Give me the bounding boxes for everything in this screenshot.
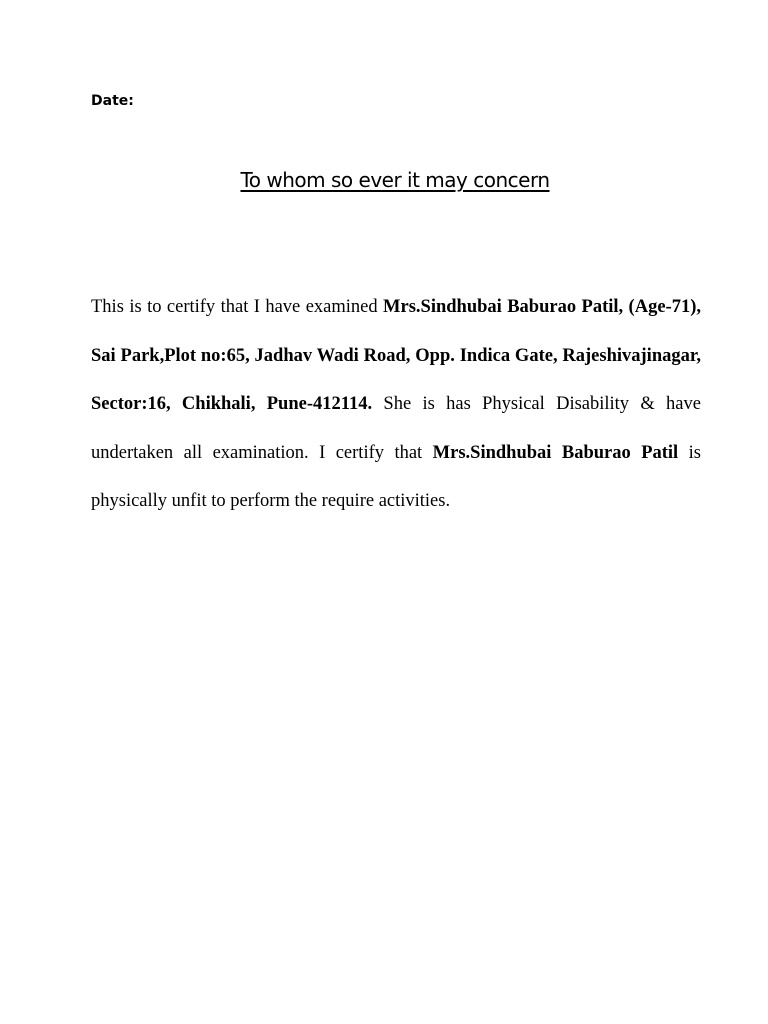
certificate-body (91, 283, 701, 526)
letter-title: To whom so ever it may concern (240, 168, 550, 192)
patient-details: Mrs.Sindhubai Baburao Patil, (Age-71), Sai Park,Plot no:65, Jadhav Wadi Road, Opp. Indica Gate, Rajeshivajinagar, Sector:16, Chikhali, Pune-412114. (91, 297, 701, 414)
body-intro-text: This is to certify that I have examined (91, 297, 384, 317)
date-label: Date: (91, 93, 134, 109)
body-condition-text: She is has Physical Disability & have undertaken all examination. I certify that (91, 394, 701, 463)
patient-name: Mrs.Sindhubai Baburao Patil (432, 442, 679, 463)
body-conclusion-text: is physically unfit to perform the require activities. (91, 442, 701, 511)
